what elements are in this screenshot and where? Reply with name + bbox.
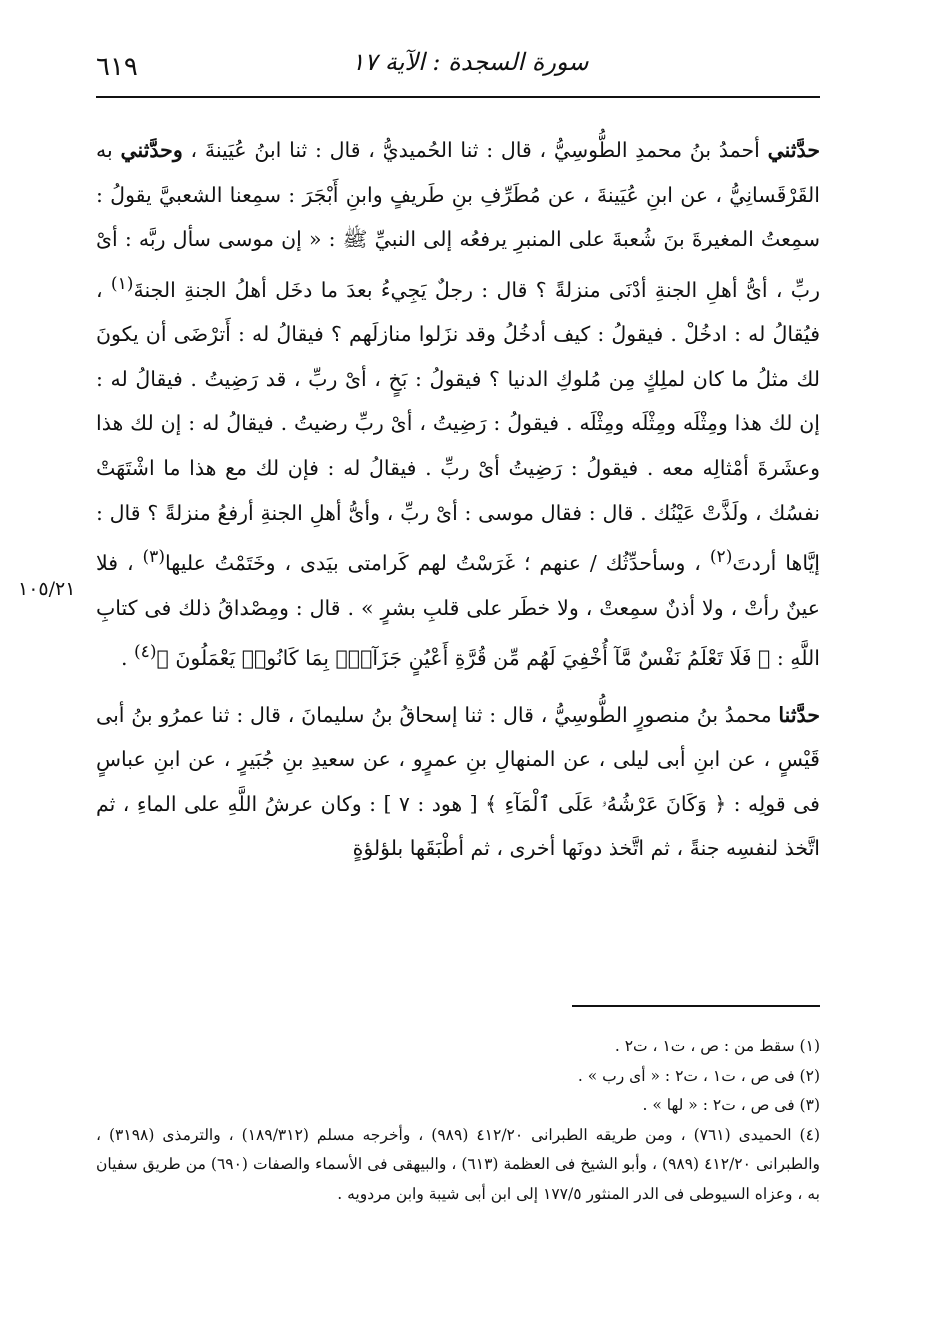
- footnote: (٣) فى ص ، ت٢ : « لها » .: [642, 1096, 820, 1115]
- narration-lead: وحدَّثني: [120, 138, 183, 162]
- text-run: .: [120, 646, 134, 671]
- narration-lead: حدَّثنا: [778, 702, 820, 727]
- footnote-marker: (١): [110, 273, 134, 294]
- narration-lead: حدَّثني: [767, 138, 820, 162]
- text-run: ، وسأحدِّثُك / عنهم ؛ غَرَسْتُ لهم كَرامتى بيَدى ، وخَتَمْتُ عليها: [165, 551, 710, 575]
- paragraph-1: [96, 128, 820, 681]
- footnote-marker: (٣): [142, 547, 165, 568]
- footnote: (٢) فى ص ، ت١ ، ت٢ : « أى رب » .: [577, 1066, 820, 1085]
- footnote: (١) سقط من : ص ، ت١ ، ت٢ .: [614, 1037, 820, 1055]
- footnotes: [96, 1032, 820, 1210]
- main-text: [96, 128, 820, 871]
- paragraph-2: [96, 693, 820, 871]
- text-run: محمدُ بنُ منصورٍ الطُّوسِيُّ ، قال : ثنا إسحاقُ بنُ سليمانَ ، قال : ثنا عمرُو بنُ أبى قَيْسٍ ، عن ابنِ أبى ليلى ، عن المنهالِ بنِ عمرٍو ، عن سعيدِ بنِ جُبَيرٍ ، عن ابنِ عباسٍ فى قولِه : ﴿ وَكَانَ عَرْشُهُۥ عَلَى ٱلْمَآءِ ﴾ [ هود : ٧ ] : وكان عرشُ اللَّهِ على الماءِ ، ثم اتَّخذ لنفسِه جنةً ، ثم اتَّخذ دونَها أخرى ، ثم أطْبَقَها بلؤلؤةٍ: [96, 702, 820, 861]
- footnote-marker: (٢): [709, 547, 733, 568]
- text-run: أحمدُ بنُ محمدِ الطُّوسِيُّ ، قال : ثنا الحُميديُّ ، قال : ثنا ابنُ عُيَينةَ ،: [182, 138, 768, 162]
- text-run: ، فلا عينٌ رأتْ ، ولا أذنٌ سمِعتْ ، ولا خطَر على قلبِ بشرٍ » . قال : ومِصْداقُ ذلك فى كتابِ اللَّهِ : ﴿ فَلَا تَعْلَمُ نَفْسٌ مَّآ أُخْفِيَ لَهُم مِّن قُرَّةِ أَعْيُنٍ جَزَآءًۢ بِمَا كَانُوا۟ يَعْمَلُونَ ﴾: [96, 551, 820, 671]
- footnote-marker: (٤): [133, 642, 157, 663]
- margin-reference: ١٠٥/٢١: [18, 578, 76, 600]
- text-run: ، فيُقالُ له : ادخُلْ . فيقولُ : كيف أدخُلُ وقد نزَلوا منازلَهم ؟ فيقالُ له : أَترْضَى أن يكونَ لك مثلُ ما كان لملِكٍ مِن مُلوكِ الدنيا ؟ فيقولُ : بَخٍ ، أىْ ربِّ ، قد رَضِيتُ . فيقالُ له : إن لك هذا ومِثْلَه ومِثْلَه ومِثْلَه . فيقولُ : رَضِيتُ ، أىْ ربِّ رضيتُ . فيقالُ له : إن لك هذا وعشَرةَ أمْثالِه معه . فيقولُ : رَضِيتُ أىْ ربِّ . فيقالُ له : فإن لك مع هذا ما اشْتَهَتْ نفسُك ، ولَذَّتْ عَيْنُك . قال : فقال موسى : أىْ ربِّ ، وأىُّ أهلِ الجنةِ أرفعُ منزلةً ؟ قال : إيَّاها أردتَ: [96, 277, 820, 575]
- page-number: ٦١٩: [96, 52, 138, 82]
- text-run: به القَرْقَسانِيُّ ، عن ابنِ عُيَينةَ ، عن مُطَرِّفِ بنِ طَريفٍ وابنِ أَبْجَرَ : سمِعنا الشعبيَّ يقولُ : سمِعتُ المغيرةَ بنَ شُعبةَ على المنبرِ يرفعُه إلى النبيِّ ﷺ : « إن موسى سأل ربَّه : أىْ ربِّ ، أىُّ أهلِ الجنةِ أدْنَى منزلةً ؟ قال : رجلٌ يَجِيءُ بعدَ ما دخَل أهلُ الجنةِ الجنةَ: [96, 138, 820, 302]
- running-title: سورة السجدة : الآية ١٧: [351, 48, 589, 76]
- header-rule: [96, 96, 820, 98]
- footnote: (٤) الحميدى (٧٦١) ، ومن طريقه الطبرانى ٤١٢/٢٠ (٩٨٩) ، وأخرجه مسلم (١٨٩/٣١٢) ، والترمذى (٣١٩٨) ، والطبرانى ٤١٢/٢٠ (٩٨٩) ، وأبو الشيخ فى العظمة (٦١٣) ، والبيهقى فى الأسماء والصفات (٦٩٠) من طريق سفيان به ، وعزاه السيوطى فى الدر المنثور ١٧٧/٥ إلى ابن أبى شيبة وابن مردويه .: [96, 1125, 820, 1203]
- footnote-rule: [572, 1005, 820, 1007]
